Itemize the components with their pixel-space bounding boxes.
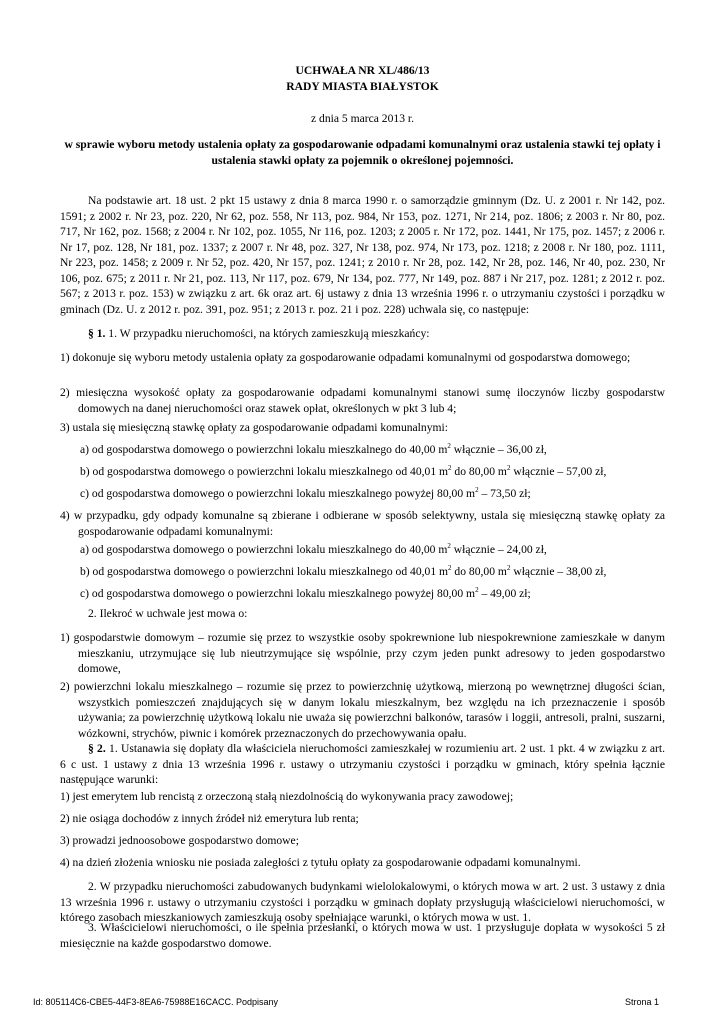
- section-1-para-2: 2. Ilekroć w uchwale jest mowa o:: [88, 607, 248, 620]
- s1-item-4b: [80, 564, 665, 580]
- s1-item-4c-sup: 2: [475, 586, 479, 595]
- s1-item-1: 1) dokonuje się wyboru metody ustalenia opłaty za gospodarowanie odpadami komunalnymi od gospodarstwa domowego;: [60, 351, 631, 364]
- title-line-2: RADY MIASTA BIAŁYSTOK: [286, 79, 439, 93]
- s1-item-3a-pre: a) od gospodarstwa domowego o powierzchni lokalu mieszkalnego do 40,00 m: [80, 443, 448, 456]
- s1-item-3b-sup2: 2: [506, 464, 511, 473]
- preamble: Na podstawie art. 18 ust. 2 pkt 15 ustawy z dnia 8 marca 1990 r. o samorządzie gminnym (Dz. U. z 2001 r. Nr 142, poz. 1591; z 2002 r. Nr 23, poz. 220, Nr 62, poz. 558, Nr 113, poz. 984, Nr 153, poz. 1271, Nr 214, poz. 1806; z 2003 r. Nr 80, poz. 717, Nr 162, poz. 1568; z 2004 r. Nr 102, poz. 1055, Nr 116, poz. 1203; z 2005 r. Nr 172, poz. 1441, Nr 175, poz. 1457; z 2006 r. Nr 17, poz. 128, Nr 181, poz. 1337; z 2007 r. Nr 48, poz. 327, Nr 138, poz. 974, Nr 173, poz. 1218; z 2008 r. Nr 180, poz. 1111, Nr 223, poz. 1458; z 2009 r. Nr 52, poz. 420, Nr 157, poz. 1241; z 2010 r. Nr 28, poz. 142, Nr 28, poz. 146, Nr 40, poz. 230, Nr 106, poz. 675; z 2011 r. Nr 21, poz. 113, Nr 117, poz. 679, Nr 134, poz. 777, Nr 149, poz. 887 i Nr 217, poz. 1281; z 2012 r. poz. 567; z 2013 r. poz. 153) w związku z art. 6k oraz art. 6j ustawy z dnia 13 września 1996 r. o utrzymaniu czystości i porządku w gminach (Dz. U. z 2012 r. poz. 391, poz. 951; z 2013 r. poz. 21 i poz. 228) uchwala się, co następuje:: [60, 194, 665, 316]
- section-2-para-1: [60, 741, 665, 788]
- s1-item-4b-mid: do 80,00 m: [451, 565, 507, 578]
- section-2-mark: § 2.: [88, 742, 106, 755]
- s1-item-3b: [80, 464, 665, 480]
- s2-condition-4: 4) na dzień złożenia wniosku nie posiada zaległości z tytułu opłaty za gospodarowanie odpadami komunalnymi.: [60, 856, 581, 869]
- s1-item-4a-pre: a) od gospodarstwa domowego o powierzchni lokalu mieszkalnego do 40,00 m: [80, 543, 448, 556]
- s1-item-4a-post: włącznie – 24,00 zł,: [450, 543, 547, 556]
- footer-document-id: Id: 805114C6-CBE5-44F3-8EA6-75988E16CACC. Podpisany: [33, 997, 278, 1007]
- s1-item-3c-sup: 2: [475, 486, 479, 495]
- s1-item-4a-sup: 2: [447, 542, 451, 551]
- title-line-1: UCHWAŁA NR XL/486/13: [295, 64, 430, 77]
- s1-item-4b-sup2: 2: [506, 564, 511, 573]
- section-2-para-1-text: 1. Ustanawia się dopłaty dla właściciela nieruchomości zamieszkałej w rozumieniu art. 2 ust. 1 pkt. 4 w związku z art. 6 c ust. 1 ustawy z dnia 13 września 1996 r. ustawy o utrzymaniu czystości i porządku w gminach, który spełnia łącznie następujące warunki:: [60, 742, 665, 786]
- section-1-para-1-text: 1. W przypadku nieruchomości, na których zamieszkują mieszkańcy:: [108, 327, 430, 340]
- section-1-mark: § 1.: [88, 327, 106, 340]
- s1-item-4b-post: włącznie – 38,00 zł,: [510, 565, 607, 578]
- s1-item-3b-pre: b) od gospodarstwa domowego o powierzchni lokalu mieszkalnego od 40,01 m: [80, 465, 449, 478]
- s1-item-3: 3) ustala się miesięczną stawkę opłaty za gospodarowanie odpadami komunalnymi:: [60, 421, 448, 434]
- document-subject: w sprawie wyboru metody ustalenia opłaty za gospodarowanie odpadami komunalnymi oraz ustalenia stawki tej opłaty i ustalenia stawki opłaty za pojemnik o określonej pojemności.: [64, 138, 661, 167]
- document-date: z dnia 5 marca 2013 r.: [310, 112, 415, 125]
- s1-item-3b-mid: do 80,00 m: [451, 465, 507, 478]
- s1-item-3b-sup1: 2: [448, 464, 452, 473]
- s1-item-3a-post: włącznie – 36,00 zł,: [450, 443, 547, 456]
- section-1-para-1: [60, 326, 665, 342]
- section-2-para-2: 2. W przypadku nieruchomości zabudowanych budynkami wielolokalowymi, o których mowa w art. 2 ust. 3 ustawy z dnia 13 września 1996 r. ustawy o utrzymaniu czystości i porządku w gminach dopłaty przysługują właścicielowi nieruchomości, w którego zasobach mieszkaniowych zamieszkują osoby spełniające warunki, o których mowa w ust. 1.: [60, 880, 665, 924]
- s1-definition-2: 2) powierzchni lokalu mieszkalnego – rozumie się przez to powierzchnię użytkową, mierzoną po wewnętrznej długości ścian, wszystkich pomieszczeń znajdujących się w danym lokalu mieszkalnym, bez względu na ich przeznaczenie i sposób używania; za powierzchnię użytkową lokalu nie uważa się powierzchni balkonów, tarasów i loggii, antresoli, pralni, suszarni, wózkowni, strychów, piwnic i komórek przeznaczonych do przechowywania opału.: [60, 680, 665, 740]
- s1-item-4c-post: – 49,00 zł;: [478, 587, 531, 600]
- s2-condition-1: 1) jest emerytem lub rencistą z orzeczoną stałą niezdolnością do wykonywania pracy zawodowej;: [60, 790, 514, 803]
- s1-item-4: 4) w przypadku, gdy odpady komunalne są zbierane i odbierane w sposób selektywny, ustala się miesięczną stawkę opłaty za gospodarowanie odpadami komunalnymi:: [60, 509, 665, 538]
- s1-item-3a: [80, 442, 665, 458]
- s1-item-4a: [80, 542, 665, 558]
- s1-item-3c-pre: c) od gospodarstwa domowego o powierzchni lokalu mieszkalnego powyżej 80,00 m: [80, 487, 476, 500]
- s2-condition-3: 3) prowadzi jednoosobowe gospodarstwo domowe;: [60, 834, 299, 847]
- s1-item-3a-sup: 2: [447, 442, 451, 451]
- s1-item-4b-sup1: 2: [448, 564, 452, 573]
- footer-page-number: Strona 1: [624, 997, 659, 1007]
- s2-condition-2: 2) nie osiąga dochodów z innych źródeł niż emerytura lub renta;: [60, 812, 359, 825]
- document-title: [0, 63, 725, 94]
- s1-item-3c-post: – 73,50 zł;: [478, 487, 531, 500]
- s1-item-3b-post: włącznie – 57,00 zł,: [510, 465, 607, 478]
- s1-item-2: 2) miesięczna wysokość opłaty za gospodarowanie odpadami komunalnymi stanowi sumę iloczynów liczby gospodarstw domowych na danej nieruchomości oraz stawek opłat, określonych w pkt 3 lub 4;: [60, 386, 665, 415]
- s1-item-4c-pre: c) od gospodarstwa domowego o powierzchni lokalu mieszkalnego powyżej 80,00 m: [80, 587, 476, 600]
- section-2-para-3: 3. Właścicielowi nieruchomości, o ile spełnia przesłanki, o których mowa w ust. 1 przysługuje dopłata w wysokości 5 zł miesięcznie na każde gospodarstwo domowe.: [60, 921, 665, 950]
- s1-definition-1: 1) gospodarstwie domowym – rozumie się przez to wszystkie osoby spokrewnione lub niespokrewnione zamieszkałe w danym mieszkaniu, utrzymujące się lub nieutrzymujące się wspólnie, przy czym jeden punkt adresowy to jeden gospodarstwo domowe,: [60, 631, 665, 675]
- s1-item-4c: [80, 586, 665, 602]
- s1-item-4b-pre: b) od gospodarstwa domowego o powierzchni lokalu mieszkalnego od 40,01 m: [80, 565, 449, 578]
- s1-item-3c: [80, 486, 665, 502]
